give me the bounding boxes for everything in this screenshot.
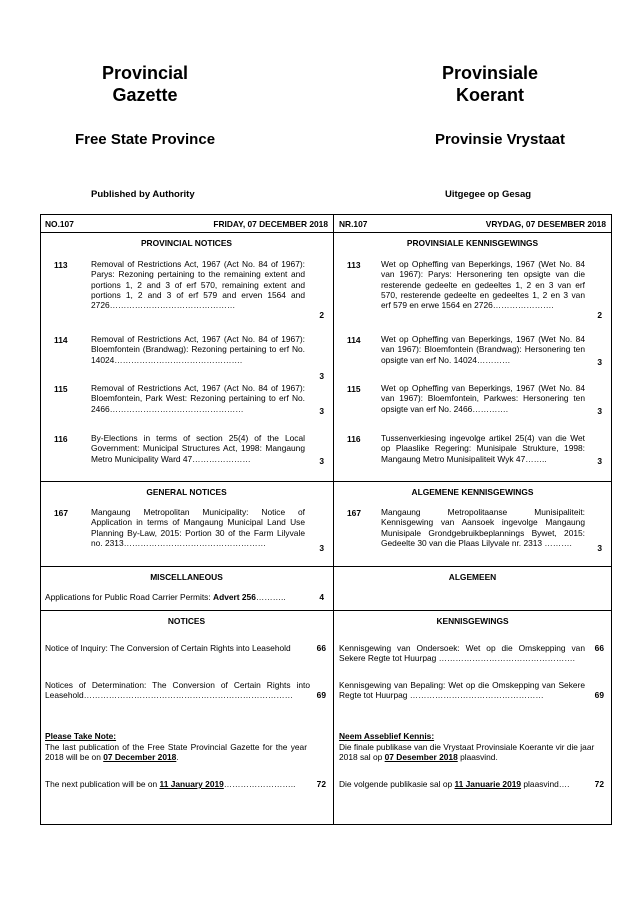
title-gazette: Gazette <box>112 85 178 105</box>
misc-advert: Advert 256 <box>213 592 256 602</box>
province-en: Free State Province <box>74 131 216 148</box>
title-provincial: Provincial <box>101 63 189 83</box>
misc-text: Applications for Public Road Carrier Permits: <box>45 592 211 602</box>
heading-miscellaneous: MISCELLANEOUS <box>150 572 223 582</box>
notice-title: By-Elections in terms of section 25(4) of the Local Government: Municipal Structures Act, 1998: Mangaung Metro Municipality Ward 47………………… <box>91 433 305 464</box>
notice-page: 2 <box>319 310 324 320</box>
notice-number: 115 <box>347 384 361 394</box>
notice-title: Wet op Opheffing van Beperkings, 1967 (Wet No. 84 van 1967): Bloemfontein (Brandwag): Hersonering ten opsigte van erf No. 14024………… <box>381 334 585 365</box>
next-text: The next publication will be on <box>45 779 158 789</box>
notice-title: Tussenverkiesing ingevolge artikel 25(4) van die Wet op Plaaslike Regering: Munisipale Strukture, 1998: Mangaung Metro Munisipaliteit Wyk 47…….. <box>381 433 585 464</box>
notice-page: 3 <box>319 371 324 381</box>
column-divider <box>333 214 334 825</box>
heading-algemeen: ALGEMEEN <box>448 572 497 582</box>
divider-issue <box>40 232 612 233</box>
notice-number: 114 <box>54 335 68 345</box>
misc-dots: ……….. <box>255 592 286 602</box>
notice-page: 2 <box>597 310 602 320</box>
heading-provinsiale-kennisgewings: PROVINSIALE KENNISGEWINGS <box>406 238 539 248</box>
misc-page: 4 <box>319 592 324 602</box>
notice-number: 113 <box>54 260 68 270</box>
notice-title: Wet op Opheffing van Beperkings, 1967 (Wet No. 84 van 1967): Bloemfontein, Parkwes: Hersonering ten opsigte van erf No. 2466…………. <box>381 383 585 414</box>
heading-provincial-notices: PROVINCIAL NOTICES <box>140 238 233 248</box>
next-date: 11 Januarie 2019 <box>454 779 522 789</box>
notice-number: 167 <box>347 508 361 518</box>
notice-page: 3 <box>597 456 602 466</box>
heading-notices: NOTICES <box>167 616 206 626</box>
next-dots: …………………….. <box>223 779 296 789</box>
next-publication-en <box>45 779 295 790</box>
next-page: 72 <box>316 779 326 789</box>
take-note-en: Please Take Note: The last publication of the Free State Provincial Gazette for the year 2018 will be on 07 December 2018. <box>45 731 307 762</box>
title-provinsiale: Provinsiale <box>441 63 539 83</box>
take-note-af <box>339 731 607 763</box>
next-date: 11 January 2019 <box>159 779 224 789</box>
misc-entry <box>45 592 286 603</box>
divider-notices <box>40 610 612 611</box>
next-publication-af <box>339 779 569 790</box>
notice-determination-en: Notices of Determination: The Conversion of Certain Rights into Leasehold………………………………………………………………… <box>45 680 310 701</box>
divider-misc <box>40 566 612 567</box>
issue-date-en: FRIDAY, 07 DECEMBER 2018 <box>213 219 328 229</box>
take-note-heading: Neem Asseblief Kennis: <box>339 731 435 741</box>
notice-number: 115 <box>54 384 68 394</box>
issue-no-en: NO.107 <box>45 219 74 229</box>
notice-title: Mangaung Metropolitaanse Munisipaliteit: Kennisgewing van Aansoek ingevolge Mangaung Munisipale Grondgebruikbeplannings Bywet, 2015: Gedeelte 30 van die Plaas Lilyvale nr. 2313 ………. <box>381 507 585 548</box>
take-note-line: The last publication of the Free State Provincial Gazette for the year 2018 will be on <box>45 741 307 762</box>
notice-page: 3 <box>597 357 602 367</box>
take-note-date: 07 Desember 2018 <box>384 752 458 762</box>
notice-number: 167 <box>54 508 68 518</box>
notice-number: 113 <box>347 260 361 270</box>
notice-number: 116 <box>54 434 68 444</box>
heading-kennisgewings: KENNISGEWINGS <box>436 616 509 626</box>
issue-date-af: VRYDAG, 07 DESEMBER 2018 <box>485 219 606 229</box>
title-koerant: Koerant <box>455 85 524 105</box>
notice-title: Removal of Restrictions Act, 1967 (Act No. 84 of 1967): Parys: Rezoning pertaining to the remaining extent and portions 1, 2 and 3 of erf 570, remaining extent and portions 1, 2 and 3 of erf 579 and erven 1564 and 2726……………………………………… <box>91 259 305 311</box>
notice-page: 3 <box>597 406 602 416</box>
notice-page: 3 <box>597 543 602 553</box>
notice-title: Removal of Restrictions Act, 1967 (Act No. 84 of 1967): Bloemfontein (Brandwag): Rezoning pertaining to erf No. 14024………………………………………. <box>91 334 305 365</box>
heading-algemene-kennisgewings: ALGEMENE KENNISGEWINGS <box>411 487 534 497</box>
notice-page: 66 <box>316 643 326 653</box>
take-note-date: 07 December 2018 <box>103 752 177 762</box>
notice-inquiry-af: Kennisgewing van Ondersoek: Wet op die Omskepping van Sekere Regte tot Huurpag …………………………………………. <box>339 643 585 664</box>
take-note-heading: Please Take Note: <box>45 731 117 741</box>
take-note-tail: plaasvind. <box>460 752 498 762</box>
notice-number: 114 <box>347 335 361 345</box>
authority-af: Uitgegee op Gesag <box>445 189 532 200</box>
issue-no-af: NR.107 <box>339 219 368 229</box>
notice-page: 3 <box>319 543 324 553</box>
next-tail: plaasvind…. <box>523 779 570 789</box>
next-text: Die volgende publikasie sal op <box>339 779 453 789</box>
divider-general <box>40 481 612 482</box>
authority-en: Published by Authority <box>91 189 195 200</box>
notice-page: 3 <box>319 456 324 466</box>
take-note-line: Die finale publikase van die Vrystaat Provinsiale Koerante vir die jaar 2018 sal op <box>339 741 595 762</box>
province-af: Provinsie Vrystaat <box>434 131 566 148</box>
next-page: 72 <box>594 779 604 789</box>
notice-title: Wet op Opheffing van Beperkings, 1967 (Wet No. 84 van 1967): Parys: Hersonering ten opsigte van die resterende gedeelte en gedeeltes 1, 2 en 3 van erf 570, resterende gedeelte en gedeeltes 1, 2 en 3 van erf 579 en erwe 1564 en 2726…………………. <box>381 259 585 311</box>
notice-page: 66 <box>594 643 604 653</box>
notice-page: 69 <box>316 690 326 700</box>
notice-inquiry-en: Notice of Inquiry: The Conversion of Certain Rights into Leasehold <box>45 643 291 653</box>
notice-determination-af: Kennisgewing van Bepaling: Wet op die Omskepping van Sekere Regte tot Huurpag ………………………………………… <box>339 680 585 701</box>
heading-general-notices: GENERAL NOTICES <box>146 487 227 497</box>
notice-page: 3 <box>319 406 324 416</box>
notice-title: Mangaung Metropolitan Municipality: Notice of Application in terms of Mangaung Municipal Land Use Planning By-Law, 2015: Portion 30 of the Farm Lilyvale no. 2313…………………………………………… <box>91 507 305 548</box>
notice-title: Removal of Restrictions Act, 1967 (Act No. 84 of 1967): Bloemfontein, Park West: Rezoning pertaining to erf No. 2466………………………………………… <box>91 383 305 414</box>
notice-page: 69 <box>594 690 604 700</box>
notice-number: 116 <box>347 434 361 444</box>
